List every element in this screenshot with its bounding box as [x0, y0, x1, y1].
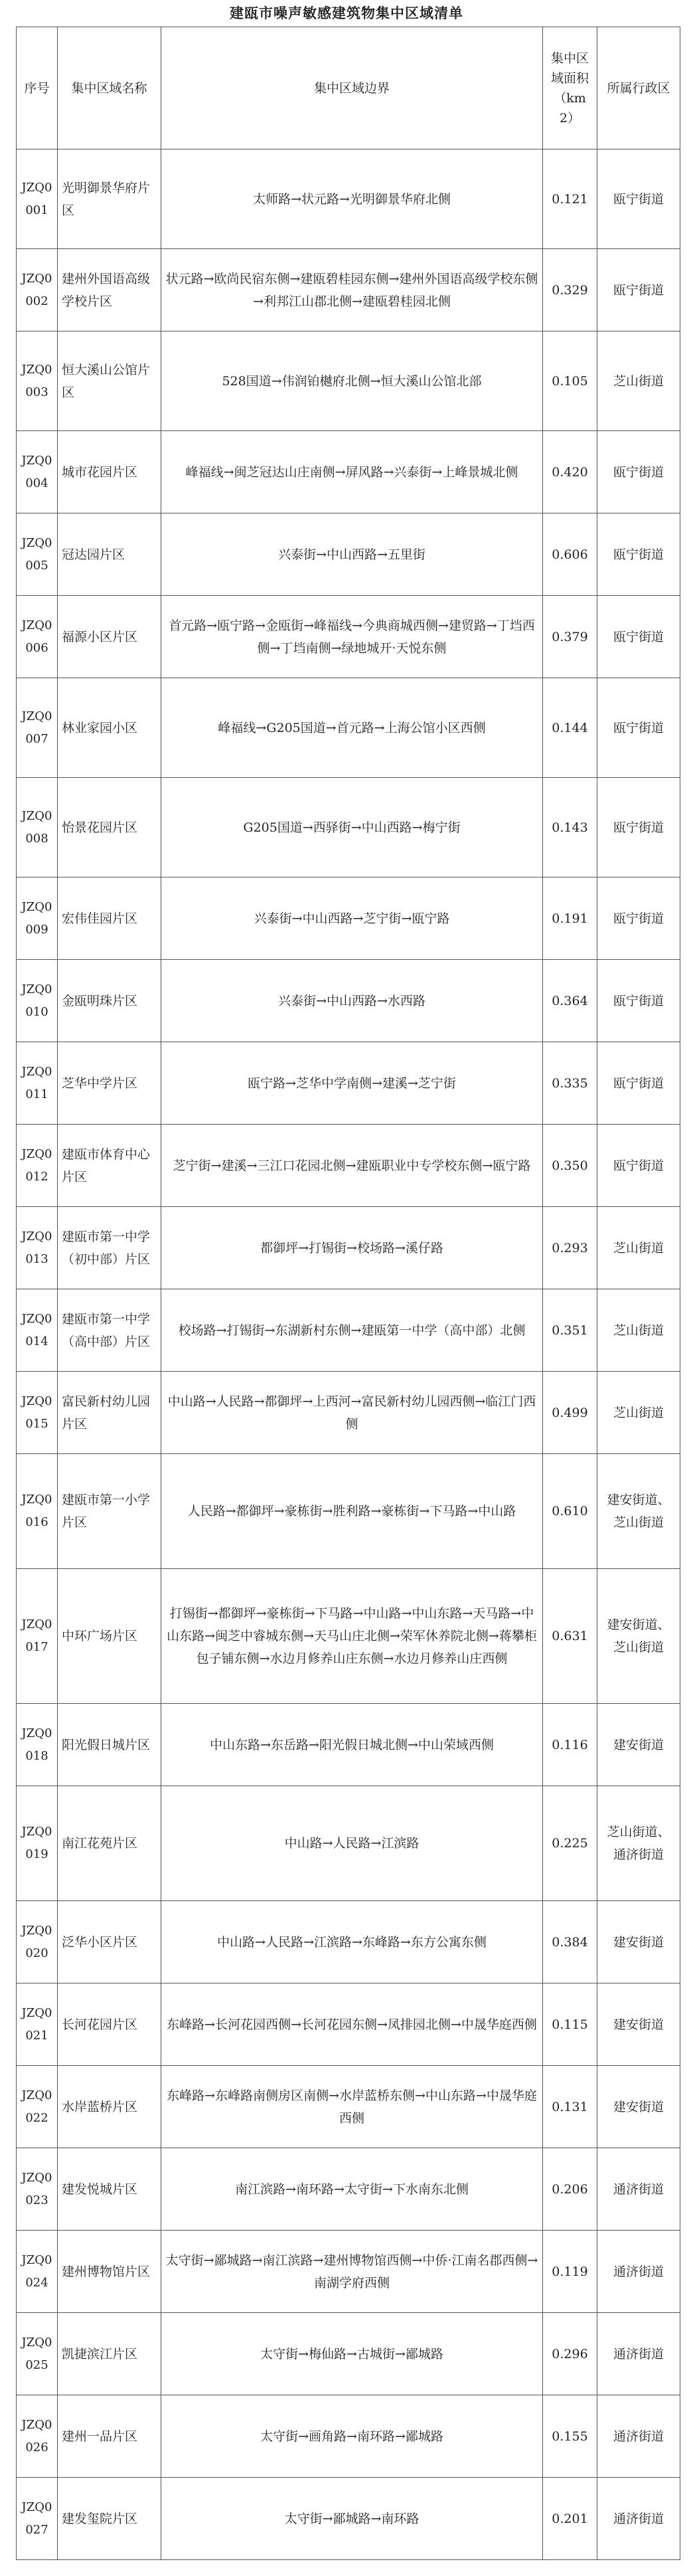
zone-id: JZQ0014: [17, 1289, 58, 1372]
zone-admin-district: 瓯宁街道: [597, 431, 680, 513]
zone-id: JZQ0016: [17, 1454, 58, 1569]
table-row: [17, 1042, 680, 1125]
zone-id: JZQ0021: [17, 1983, 58, 2066]
table-row: [17, 1289, 680, 1372]
zone-name: 南江花苑片区: [58, 1786, 161, 1901]
table-row: [17, 877, 680, 960]
zone-admin-district: 瓯宁街道: [597, 1125, 680, 1207]
table-row: [17, 678, 680, 778]
zone-boundary: 东峰路→东峰路南侧房区南侧→水岸蓝桥东侧→中山东路→中晟华庭西侧: [161, 2066, 543, 2148]
table-row: [17, 960, 680, 1042]
table-row: [17, 2313, 680, 2395]
zone-area: 0.335: [543, 1042, 597, 1125]
zone-id: JZQ0005: [17, 513, 58, 596]
zone-area: 0.296: [543, 2313, 597, 2395]
zone-name: 福源小区片区: [58, 596, 161, 678]
table-row: [17, 1704, 680, 1786]
table-row: [17, 2231, 680, 2313]
header-name: 集中区域名称: [58, 27, 161, 149]
zone-id: JZQ0006: [17, 596, 58, 678]
zone-admin-district: 建安街道: [597, 1704, 680, 1786]
zone-id: JZQ0024: [17, 2231, 58, 2313]
zone-boundary: 都御坪→打锡街→校场路→溪仔路: [161, 1207, 543, 1289]
zone-area: 0.121: [543, 149, 597, 249]
zone-id: JZQ0019: [17, 1786, 58, 1901]
zone-admin-district: 芝山街道: [597, 1289, 680, 1372]
zone-boundary: 人民路→都御坪→豪栋街→胜利路→豪栋街→下马路→中山路: [161, 1454, 543, 1569]
zone-admin-district: 芝山街道: [597, 1207, 680, 1289]
zone-area: 0.155: [543, 2395, 597, 2478]
zone-name: 水岸蓝桥片区: [58, 2066, 161, 2148]
zone-area: 0.119: [543, 2231, 597, 2313]
zone-area: 0.499: [543, 1372, 597, 1454]
zone-name: 建州一品片区: [58, 2395, 161, 2478]
zone-boundary: 峰福线→G205国道→首元路→上海公馆小区西侧: [161, 678, 543, 778]
zone-boundary: 校场路→打锡街→东湖新村东侧→建瓯第一中学（高中部）北侧: [161, 1289, 543, 1372]
zone-admin-district: 通济街道: [597, 2148, 680, 2231]
zone-admin-district: 建安街道、芝山街道: [597, 1454, 680, 1569]
zone-area: 0.191: [543, 877, 597, 960]
zone-name: 建瓯市第一中学（高中部）片区: [58, 1289, 161, 1372]
table-row: [17, 2395, 680, 2478]
zone-boundary: 太师路→状元路→光明御景华府北侧: [161, 149, 543, 249]
zone-id: JZQ0023: [17, 2148, 58, 2231]
zone-area: 0.351: [543, 1289, 597, 1372]
zone-name: 恒大溪山公馆片区: [58, 331, 161, 431]
table-row: [17, 513, 680, 596]
document-title: 建瓯市噪声敏感建筑物集中区域清单: [230, 5, 463, 21]
zone-boundary: 太守街→鄙城路→南江滨路→建州博物馆西侧→中侨·江南名郡西侧→南湖学府西侧: [161, 2231, 543, 2313]
zone-id: JZQ0017: [17, 1569, 58, 1704]
zone-admin-district: 建安街道、芝山街道: [597, 1569, 680, 1704]
zone-admin-district: 瓯宁街道: [597, 678, 680, 778]
zone-admin-district: 瓯宁街道: [597, 596, 680, 678]
zone-area: 0.606: [543, 513, 597, 596]
zone-table: [16, 27, 680, 2560]
zone-id: JZQ0007: [17, 678, 58, 778]
zone-admin-district: 通济街道: [597, 2478, 680, 2560]
zone-area: 0.329: [543, 249, 597, 331]
table-row: [17, 2478, 680, 2560]
zone-name: 建瓯市体育中心片区: [58, 1125, 161, 1207]
zone-boundary: 峰福线→闽芝冠达山庄南侧→屏风路→兴泰街→上峰景城北侧: [161, 431, 543, 513]
zone-area: 0.293: [543, 1207, 597, 1289]
header-area: 集中区域面积（km2）: [543, 27, 597, 149]
zone-boundary: 太守街→梅仙路→古城街→鄙城路: [161, 2313, 543, 2395]
zone-name: 中环广场片区: [58, 1569, 161, 1704]
zone-id: JZQ0003: [17, 331, 58, 431]
zone-boundary: 中山路→人民路→都御坪→上西河→富民新村幼儿园西侧→临江门西侧: [161, 1372, 543, 1454]
header-boundary: 集中区域边界: [161, 27, 543, 149]
zone-area: 0.143: [543, 778, 597, 877]
table-row: [17, 1983, 680, 2066]
zone-name: 建州博物馆片区: [58, 2231, 161, 2313]
zone-admin-district: 通济街道: [597, 2313, 680, 2395]
zone-area: 0.115: [543, 1983, 597, 2066]
zone-boundary: 中山路→人民路→江滨路→东峰路→东方公寓东侧: [161, 1901, 543, 1983]
zone-name: 建发悦城片区: [58, 2148, 161, 2231]
zone-area: 0.131: [543, 2066, 597, 2148]
table-row: [17, 1786, 680, 1901]
zone-admin-district: 芝山街道、通济街道: [597, 1786, 680, 1901]
table-row: [17, 2148, 680, 2231]
zone-id: JZQ0001: [17, 149, 58, 249]
zone-area: 0.610: [543, 1454, 597, 1569]
zone-area: 0.364: [543, 960, 597, 1042]
zone-name: 城市花园片区: [58, 431, 161, 513]
zone-name: 宏伟佳园片区: [58, 877, 161, 960]
table-row: [17, 431, 680, 513]
zone-id: JZQ0013: [17, 1207, 58, 1289]
zone-boundary: G205国道→西驿街→中山西路→梅宁街: [161, 778, 543, 877]
zone-boundary: 兴泰街→中山西路→五里街: [161, 513, 543, 596]
zone-area: 0.116: [543, 1704, 597, 1786]
header-admin: 所属行政区: [597, 27, 680, 149]
zone-admin-district: 瓯宁街道: [597, 249, 680, 331]
zone-name: 建州外国语高级学校片区: [58, 249, 161, 331]
zone-boundary: 中山路→人民路→江滨路: [161, 1786, 543, 1901]
zone-name: 富民新村幼儿园片区: [58, 1372, 161, 1454]
zone-area: 0.105: [543, 331, 597, 431]
zone-area: 0.201: [543, 2478, 597, 2560]
zone-area: 0.379: [543, 596, 597, 678]
zone-name: 长河花园片区: [58, 1983, 161, 2066]
zone-name: 金瓯明珠片区: [58, 960, 161, 1042]
zone-boundary: 兴泰街→中山西路→水西路: [161, 960, 543, 1042]
header-no: 序号: [17, 27, 58, 149]
zone-name: 凯捷滨江片区: [58, 2313, 161, 2395]
zone-boundary: 打锡街→都御坪→豪栋街→下马路→中山路→中山东路→天马路→中山东路→闽芝中睿城东侧→天马山庄北侧→荣军休养院北侧→蒋攀柜包子铺东侧→水边月修养山庄东侧→水边月修养山庄西侧: [161, 1569, 543, 1704]
zone-boundary: 东峰路→长河花园西侧→长河花园东侧→凤排园北侧→中晟华庭西侧: [161, 1983, 543, 2066]
zone-boundary: 太守街→画角路→南环路→鄙城路: [161, 2395, 543, 2478]
zone-area: 0.350: [543, 1125, 597, 1207]
zone-boundary: 状元路→欧尚民宿东侧→建瓯碧桂园东侧→建州外国语高级学校东侧→利邦江山郡北侧→建瓯碧桂园北侧: [161, 249, 543, 331]
zone-admin-district: 瓯宁街道: [597, 778, 680, 877]
table-row: [17, 149, 680, 249]
zone-name: 光明御景华府片区: [58, 149, 161, 249]
zone-id: JZQ0015: [17, 1372, 58, 1454]
zone-boundary: 太守街→鄙城路→南环路: [161, 2478, 543, 2560]
zone-id: JZQ0010: [17, 960, 58, 1042]
zone-id: JZQ0018: [17, 1704, 58, 1786]
zone-area: 0.225: [543, 1786, 597, 1901]
zone-name: 冠达园片区: [58, 513, 161, 596]
zone-id: JZQ0002: [17, 249, 58, 331]
zone-admin-district: 通济街道: [597, 2395, 680, 2478]
zone-admin-district: 建安街道: [597, 1901, 680, 1983]
table-row: [17, 1569, 680, 1704]
zone-name: 建瓯市第一中学（初中部）片区: [58, 1207, 161, 1289]
zone-id: JZQ0011: [17, 1042, 58, 1125]
zone-admin-district: 瓯宁街道: [597, 1042, 680, 1125]
table-row: [17, 331, 680, 431]
zone-admin-district: 芝山街道: [597, 1372, 680, 1454]
table-row: [17, 1125, 680, 1207]
zone-admin-district: 芝山街道: [597, 331, 680, 431]
zone-boundary: 首元路→瓯宁路→金瓯街→峰福线→今典商城西侧→建贸路→丁垱西侧→丁垱南侧→绿地城开·天悦东侧: [161, 596, 543, 678]
zone-boundary: 芝宁街→建溪→三江口花园北侧→建瓯职业中专学校东侧→瓯宁路: [161, 1125, 543, 1207]
zone-id: JZQ0027: [17, 2478, 58, 2560]
table-row: [17, 2066, 680, 2148]
zone-area: 0.384: [543, 1901, 597, 1983]
zone-name: 建瓯市第一小学片区: [58, 1454, 161, 1569]
table-header-row: [17, 27, 680, 149]
zone-boundary: 528国道→伟润铂樾府北侧→恒大溪山公馆北部: [161, 331, 543, 431]
table-row: [17, 596, 680, 678]
zone-id: JZQ0026: [17, 2395, 58, 2478]
zone-id: JZQ0012: [17, 1125, 58, 1207]
zone-boundary: 中山东路→东岳路→阳光假日城北侧→中山荣域西侧: [161, 1704, 543, 1786]
zone-boundary: 兴泰街→中山西路→芝宁街→瓯宁路: [161, 877, 543, 960]
zone-id: JZQ0025: [17, 2313, 58, 2395]
zone-admin-district: 通济街道: [597, 2231, 680, 2313]
zone-boundary: 瓯宁路→芝华中学南侧→建溪→芝宁街: [161, 1042, 543, 1125]
zone-admin-district: 瓯宁街道: [597, 960, 680, 1042]
zone-admin-district: 建安街道: [597, 2066, 680, 2148]
table-row: [17, 1207, 680, 1289]
zone-name: 阳光假日城片区: [58, 1704, 161, 1786]
zone-area: 0.420: [543, 431, 597, 513]
table-row: [17, 1372, 680, 1454]
zone-area: 0.206: [543, 2148, 597, 2231]
zone-area: 0.144: [543, 678, 597, 778]
zone-name: 怡景花园片区: [58, 778, 161, 877]
zone-id: JZQ0009: [17, 877, 58, 960]
zone-boundary: 南江滨路→南环路→太守街→下水南东北侧: [161, 2148, 543, 2231]
zone-admin-district: 瓯宁街道: [597, 149, 680, 249]
table-row: [17, 1901, 680, 1983]
zone-admin-district: 瓯宁街道: [597, 877, 680, 960]
zone-id: JZQ0004: [17, 431, 58, 513]
zone-name: 林业家园小区: [58, 678, 161, 778]
zone-id: JZQ0022: [17, 2066, 58, 2148]
zone-area: 0.631: [543, 1569, 597, 1704]
zone-id: JZQ0020: [17, 1901, 58, 1983]
table-body: [17, 149, 680, 2560]
table-row: [17, 778, 680, 877]
table-row: [17, 1454, 680, 1569]
zone-name: 泛华小区片区: [58, 1901, 161, 1983]
zone-name: 芝华中学片区: [58, 1042, 161, 1125]
zone-admin-district: 瓯宁街道: [597, 513, 680, 596]
zone-name: 建发玺院片区: [58, 2478, 161, 2560]
zone-admin-district: 建安街道: [597, 1983, 680, 2066]
table-row: [17, 249, 680, 331]
zone-id: JZQ0008: [17, 778, 58, 877]
